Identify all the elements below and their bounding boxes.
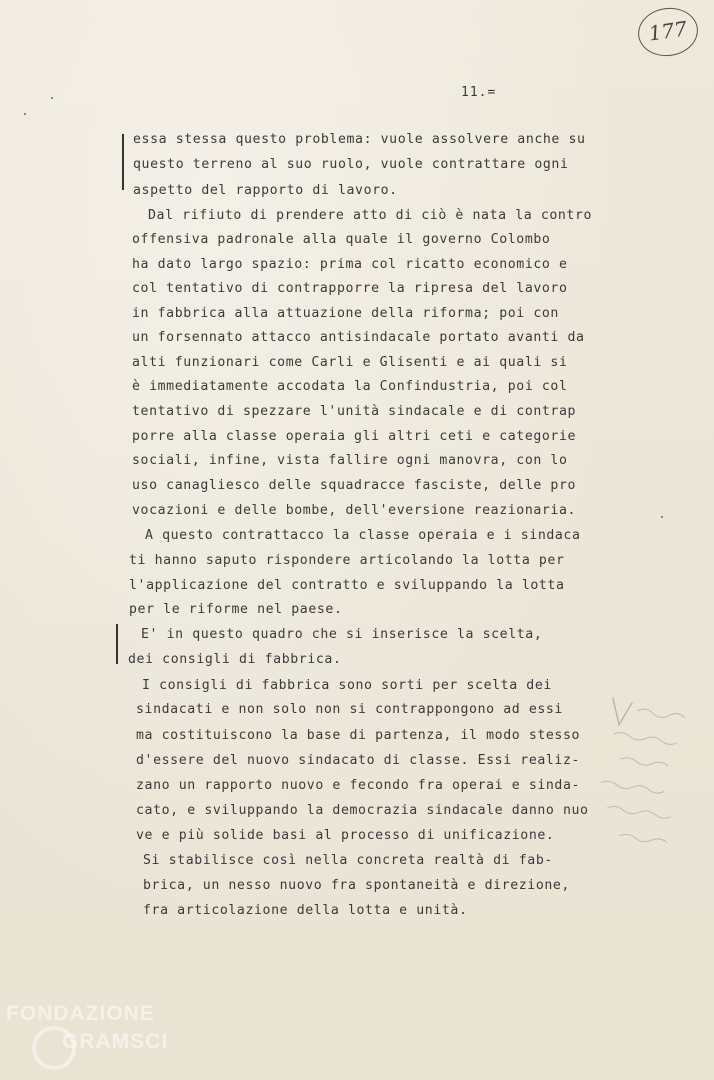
watermark-line-1: FONDAZIONE (6, 1002, 155, 1025)
text-line: E' in questo quadro che si inserisce la scelta, (141, 627, 543, 642)
text-line: sociali, infine, vista fallire ogni manovra, con lo (132, 453, 568, 468)
watermark-line-2: GRAMSCI (62, 1030, 169, 1053)
text-line: d'essere del nuovo sindacato di classe. Essi realiz- (136, 753, 581, 768)
text-line: sindacati e non solo non si contrappongono ad essi (136, 702, 563, 717)
text-line: aspetto del rapporto di lavoro. (133, 183, 398, 198)
text-line: l'applicazione del contratto e sviluppando la lotta (129, 578, 565, 593)
text-line: fra articolazione della lotta e unità. (143, 903, 468, 918)
text-line: per le riforme nel paese. (129, 602, 343, 617)
margin-bar (116, 624, 118, 664)
text-line: un forsennato attacco antisindacale portato avanti da (132, 330, 585, 345)
fondazione-gramsci-watermark (6, 1000, 206, 1076)
page-number: 11.= (461, 85, 497, 100)
text-line: dei consigli di fabbrica. (128, 652, 342, 667)
bleed-through-marks (586, 693, 714, 877)
text-line: in fabbrica alla attuazione della riforma; poi con (132, 306, 559, 321)
text-line: ma costituiscono la base di partenza, il modo stesso (136, 728, 581, 743)
bleed-through-scribble (586, 693, 714, 877)
margin-bar (122, 134, 124, 190)
text-line: tentativo di spezzare l'unità sindacale e di contrap (132, 404, 577, 419)
text-line: uso canagliesco delle squadracce fasciste, delle pro (132, 478, 577, 493)
text-line: col tentativo di contrapporre la ripresa del lavoro (132, 281, 568, 296)
text-line: Dal rifiuto di prendere atto di ciò è nata la contro (148, 208, 593, 223)
text-line: questo terreno al suo ruolo, vuole contrattare ogni (133, 157, 569, 172)
text-line: alti funzionari come Carli e Glisenti e ai quali si (132, 355, 568, 370)
paper-speck (51, 97, 53, 99)
text-line: A questo contrattacco la classe operaia e i sindaca (145, 528, 581, 543)
text-line: offensiva padronale alla quale il governo Colombo (132, 232, 551, 247)
paper-speck (661, 516, 663, 518)
paper-speck (24, 113, 26, 115)
text-line: Si stabilisce così nella concreta realtà di fab- (143, 853, 553, 868)
text-line: I consigli di fabbrica sono sorti per scelta dei (142, 678, 552, 693)
text-line: cato, e sviluppando la democrazia sindacale danno nuo (136, 803, 589, 818)
text-line: è immediatamente accodata la Confindustria, poi col (132, 379, 568, 394)
text-line: ha dato largo spazio: prima col ricatto economico e (132, 257, 568, 272)
text-line: vocazioni e delle bombe, dell'eversione reazionaria. (132, 503, 577, 518)
archive-stamp: 177 (635, 4, 701, 60)
text-line: ti hanno saputo rispondere articolando la lotta per (129, 553, 565, 568)
text-line: ve e più solide basi al processo di unificazione. (136, 828, 555, 843)
text-line: essa stessa questo problema: vuole assolvere anche su (133, 132, 586, 147)
text-line: zano un rapporto nuovo e fecondo fra operai e sinda- (136, 778, 581, 793)
text-line: brica, un nesso nuovo fra spontaneità e direzione, (143, 878, 570, 893)
text-line: porre alla classe operaia gli altri ceti e categorie (132, 429, 577, 444)
